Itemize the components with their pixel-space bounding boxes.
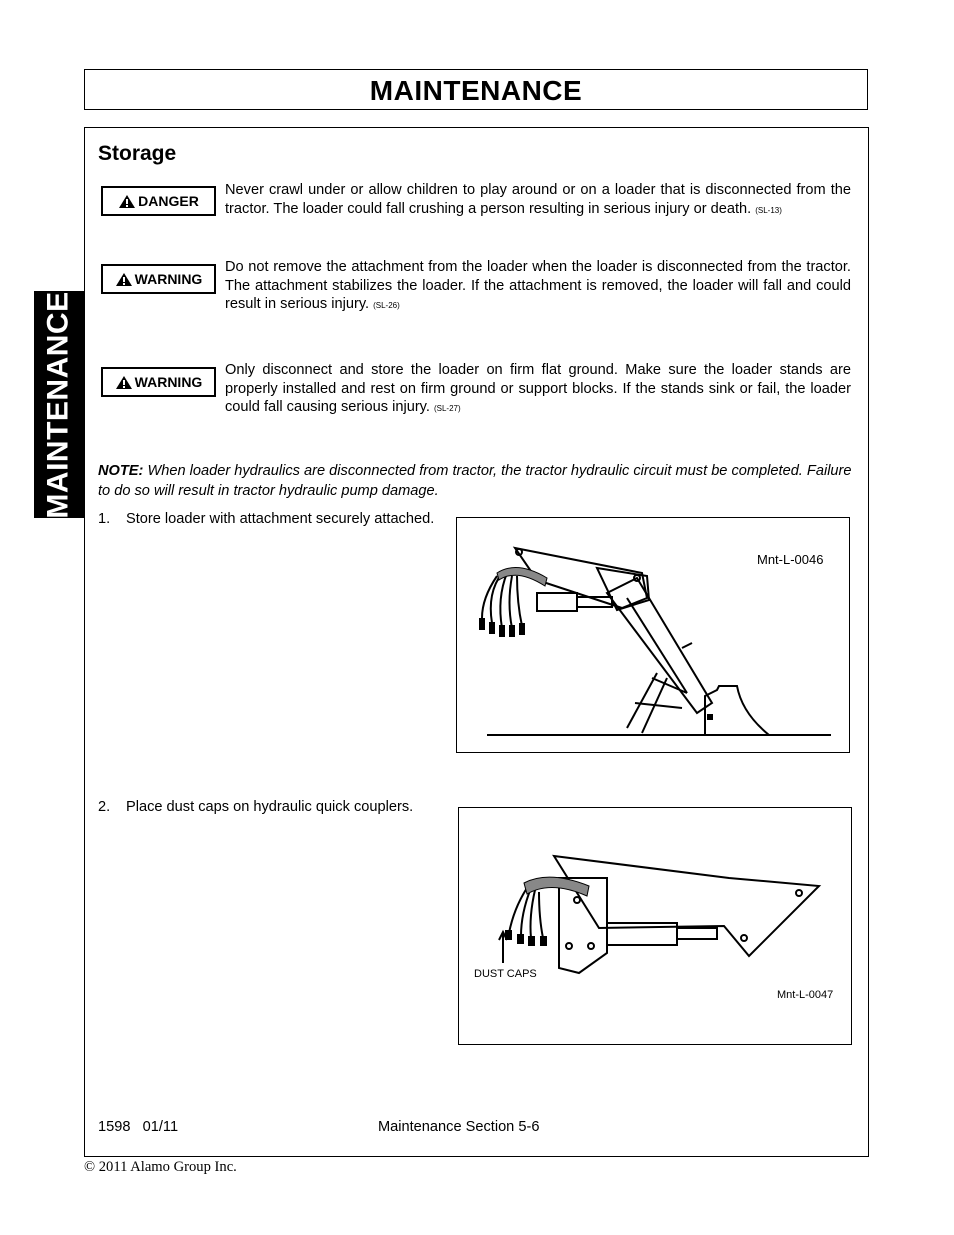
safety-message-1 bbox=[225, 181, 851, 220]
step-2-text: Place dust caps on hydraulic quick couplers. bbox=[126, 799, 414, 815]
alert-triangle-icon bbox=[118, 194, 136, 209]
step-2 bbox=[98, 798, 444, 818]
side-tab-label: MAINTENANCE bbox=[42, 290, 76, 519]
safety-message-2-text: Do not remove the attachment from the loader when the loader is disconnected from the tractor. The attachment stabilizes the loader. If the attachment is removed, the loader will fall and could result in serious injury. bbox=[225, 259, 851, 312]
safety-message-3 bbox=[225, 361, 851, 419]
step-1-number: 1. bbox=[98, 511, 111, 527]
dust-caps-illustration bbox=[459, 808, 853, 1046]
warning-label-2-text: WARNING bbox=[134, 374, 203, 390]
alert-triangle-icon bbox=[115, 375, 133, 390]
figure-loader-stored bbox=[456, 517, 850, 753]
safety-message-1-code: (SL-13) bbox=[755, 205, 782, 215]
page-header-title: MAINTENANCE bbox=[369, 75, 583, 106]
safety-message-1-text: Never crawl under or allow children to play around or on a loader that is disconnected from the tractor. The loader could fall crushing a person resulting in serious injury or death. bbox=[225, 182, 851, 217]
copyright: © 2011 Alamo Group Inc. bbox=[84, 1159, 237, 1175]
note-label: NOTE: bbox=[98, 463, 144, 479]
footer-section: Maintenance Section 5-6 bbox=[378, 1119, 540, 1135]
footer-doc-number: 1598 01/11 bbox=[98, 1119, 179, 1135]
danger-label bbox=[101, 186, 216, 216]
note-paragraph bbox=[98, 462, 858, 501]
warning-label-1-text: WARNING bbox=[134, 271, 203, 287]
step-1 bbox=[98, 510, 444, 550]
alert-triangle-icon bbox=[115, 272, 133, 287]
step-2-number: 2. bbox=[98, 799, 111, 815]
safety-message-2-code: (SL-26) bbox=[373, 301, 400, 310]
danger-label-text: DANGER bbox=[138, 193, 199, 209]
safety-message-3-text: Only disconnect and store the loader on firm flat ground. Make sure the loader stands are properly installed and rest on firm ground or support blocks. If the stands sink or fail, the loader could fall causing serious injury. bbox=[225, 362, 851, 415]
safety-message-3-code: (SL-27) bbox=[433, 404, 461, 413]
header-box bbox=[84, 69, 868, 110]
step-1-text: Store loader with attachment securely attached. bbox=[126, 511, 435, 527]
note-text: When loader hydraulics are disconnected from tractor, the tractor hydraulic circuit must be completed. Failure to do so will result in tractor hydraulic pump damage. bbox=[98, 463, 852, 499]
warning-label-2 bbox=[101, 367, 216, 397]
dust-caps-callout: DUST CAPS bbox=[474, 968, 537, 980]
figure-dust-caps bbox=[458, 807, 852, 1045]
section-title: Storage bbox=[98, 142, 177, 165]
safety-message-2 bbox=[225, 258, 851, 316]
warning-label-1 bbox=[101, 264, 216, 294]
figure-2-id: Mnt-L-0047 bbox=[777, 989, 834, 1001]
figure-1-id: Mnt-L-0046 bbox=[757, 552, 824, 567]
side-tab bbox=[34, 291, 84, 518]
